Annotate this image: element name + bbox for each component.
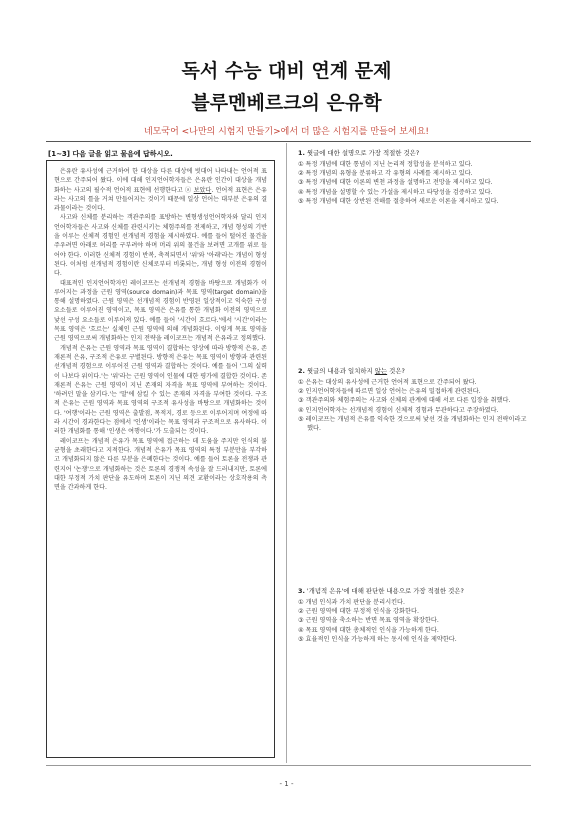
question-text: 윗글에 대한 설명으로 가장 적절한 것은? [306, 149, 420, 157]
choice-2[interactable]: ② 특정 개념의 유형을 분류하고 각 유형의 사례를 제시하고 있다. [298, 170, 473, 178]
question-number: 3. [298, 587, 305, 595]
question-2 [298, 367, 530, 433]
question-number: 2. [298, 367, 305, 375]
question-text: '개념적 은유'에 대해 판단한 내용으로 가장 적절한 것은? [306, 587, 464, 595]
question-stem [298, 367, 530, 376]
choice-1[interactable]: ① 은유는 대상의 유사성에 근거한 언어적 표현으로 간주되어 왔다. [298, 379, 477, 386]
passage-paragraph-2: 사고와 신체를 분리하는 객관주의를 표방하는 변형생성언어학자와 달리 인지언어학자들은 사고와 신체를 관련시키는 체험주의를 전제하고, 개념 형성의 기반을 이루는 신체적 경험인 선개념적 경험을 제시하였다. 예를 들어 떨어진 물건을 주우려면 아래로 허리를 구부려야 하며 머리 위의 물건을 보려면 고개를 위로 들어야 한다. 이러한 신체적 경험이 반복, 축적되면서 '위'와 '아래'라는 개념이 형성된다. 이처럼 선개념적 경험이란 신체로부터 비롯되는, 개념 형성 이전의 경험이다. [54, 214, 267, 278]
question-3 [298, 587, 530, 644]
passage-box [46, 160, 275, 758]
choice-2[interactable]: ② 인지언어학자들에 따르면 일상 언어는 은유의 밀접하게 관련된다. [298, 388, 481, 396]
question-number: 1. [298, 149, 305, 157]
question-stem [298, 149, 530, 158]
choice-1[interactable]: ① 특정 개념에 대한 통념이 지닌 논리적 정합성을 분석하고 있다. [298, 161, 473, 168]
bottom-rule [46, 765, 531, 766]
choice-4[interactable]: ④ 인지언어학자는 선개념적 경험이 신체적 경험과 무관하다고 주장하였다. [298, 406, 499, 414]
question-underline: 않는 [374, 367, 388, 375]
question-text: 윗글의 내용과 일치하지 [306, 367, 375, 375]
choice-4[interactable]: ④ 특정 개념을 설명할 수 있는 가설을 제시하고 타당성을 검증하고 있다. [298, 188, 493, 196]
choice-5[interactable]: ⑤ 특정 개념에 대한 상반된 견해를 절충하여 새로운 이론을 제시하고 있다. [298, 197, 499, 205]
page-title-line2: 블루멘베르크의 은유학 [191, 92, 382, 114]
choice-3[interactable]: ③ 특정 개념에 대한 이론의 변천 과정을 설명하고 전망을 제시하고 있다. [298, 179, 493, 187]
choice-1[interactable]: ① 개념 인식과 가치 판단을 분리시킨다. [298, 599, 406, 606]
question-text-end: 것은? [387, 367, 405, 375]
choice-5[interactable]: ⑤ 레이코프는 개념적 은유를 익숙한 것으로써 낯선 것을 개념화하는 인지 전략이라고 했다. [298, 415, 527, 433]
choice-2[interactable]: ② 근원 영역에 대한 부정적 인식을 강화한다. [298, 608, 419, 616]
passage-paragraph-3: 대표적인 인지언어학자인 레이코프는 선개념적 경험을 바탕으로 개념화가 이루어지는 과정을 근원 영역(source domain)과 목표 영역(target domain)을 통해 설명하였다. 근원 영역은 선개념적 경험이 반영된 일상적이고 익숙한 구성 요소들로 이루어진 영역이고, 목표 영역은 은유를 통한 개념화 이전의 영역으로 낯선 구성 요소들로 이루어져 있다. 예를 들어 '시간이 흐르다.'에서 '시간'이라는 목표 영역은 '흐르는' 실체인 근원 영역에 의해 개념화된다. 이렇게 목표 영역을 근원 영역으로써 개념화하는 인지 전략을 레이코프는 개념적 은유라고 정의했다. [54, 279, 267, 343]
passage-paragraph-5: 레이코프는 개념적 은유가 목표 영역에 접근하는 데 도움을 주지만 인식의 불균형을 초래한다고 지적한다. 개념적 은유가 목표 영역의 특정 부분만을 부각하고 개념화되지 않은 다른 부분을 은폐한다는 것이다. 예를 들어 토론을 전쟁과 관련지어 '논쟁'으로 개념화하는 것은 토론의 경쟁적 속성을 잘 드러내지만, 토론에 대한 부정적 가치 판단을 유도하며 토론이 지닌 의견 교환이라는 상호작용의 측면을 간과하게 한다. [54, 437, 267, 492]
choice-3[interactable]: ③ 객관주의와 체험주의는 사고와 신체의 관계에 대해 서로 다른 입장을 취했다. [298, 397, 511, 405]
passage-paragraph-1: 은유란 유사성에 근거하여 한 대상을 다른 대상에 빗대어 나타내는 언어적 표현으로 간주되어 왔다. 이에 대해 인지언어학자들은 은유란 인간이 대상을 개념화하는 사고의 필수적 언어적 표현에 선행한다고 ⓐ 보았다. 언어적 표현은 은유라는 사고의 틀을 거쳐 만들어지는 것이기 때문에 일상 언어는 대부분 은유의 결과물이라는 것이다. [54, 168, 267, 213]
choice-5[interactable]: ⑤ 효율적인 인식을 가능하게 하는 동시에 인식을 제약한다. [298, 635, 457, 643]
question-1 [298, 149, 530, 206]
page-title-line1: 독서 수능 대비 연계 문제 [181, 60, 392, 82]
section-heading: [1~3] 다음 글을 읽고 물음에 답하시오. [48, 150, 173, 158]
choice-3[interactable]: ③ 근원 영역을 축소하는 반면 목표 영역을 확장한다. [298, 617, 439, 625]
passage-paragraph-4: 개념적 은유는 근원 영역과 목표 영역이 결합하는 양상에 따라 방향적 은유, 존재론적 은유, 구조적 은유로 구별된다. 방향적 은유는 목표 영역이 방향과 관련된 선개념적 경험으로 이루어진 근원 영역과 결합하는 것이다. 예를 들어 '그의 실력이 나보다 위이다.'는 '위'라는 근원 영역이 인물에 대한 평가에 결합한 것이다. 존재론적 은유는 근원 영역이 지닌 존재의 자격을 목표 영역에 부여하는 것이다. '하려던 말을 삼키다.'는 '말'에 삼킬 수 있는 존재의 자격을 부여한 것이다. 구조적 은유는 근원 영역과 목표 영역의 구조적 유사성을 바탕으로 개념화하는 것이다. '여행'이라는 근원 영역은 출발점, 목적지, 경로 등으로 이루어지며 여정에 따라 시간이 경과한다는 점에서 '인생'이라는 목표 영역과 구조적으로 유사하다. 이러한 개념화를 통해 '인생은 여행이다.'가 도출되는 것이다. [54, 344, 267, 436]
choice-4[interactable]: ④ 목표 영역에 대한 총체적인 인식을 가능하게 한다. [298, 626, 439, 634]
page-number: - 1 - [279, 780, 294, 788]
promo-subtitle: 네모국어 <나만의 시험지 만들기>에서 더 많은 시험지를 만들어 보세요! [143, 127, 429, 137]
column-divider [286, 143, 287, 763]
top-rule [46, 141, 531, 142]
question-stem [298, 587, 530, 596]
